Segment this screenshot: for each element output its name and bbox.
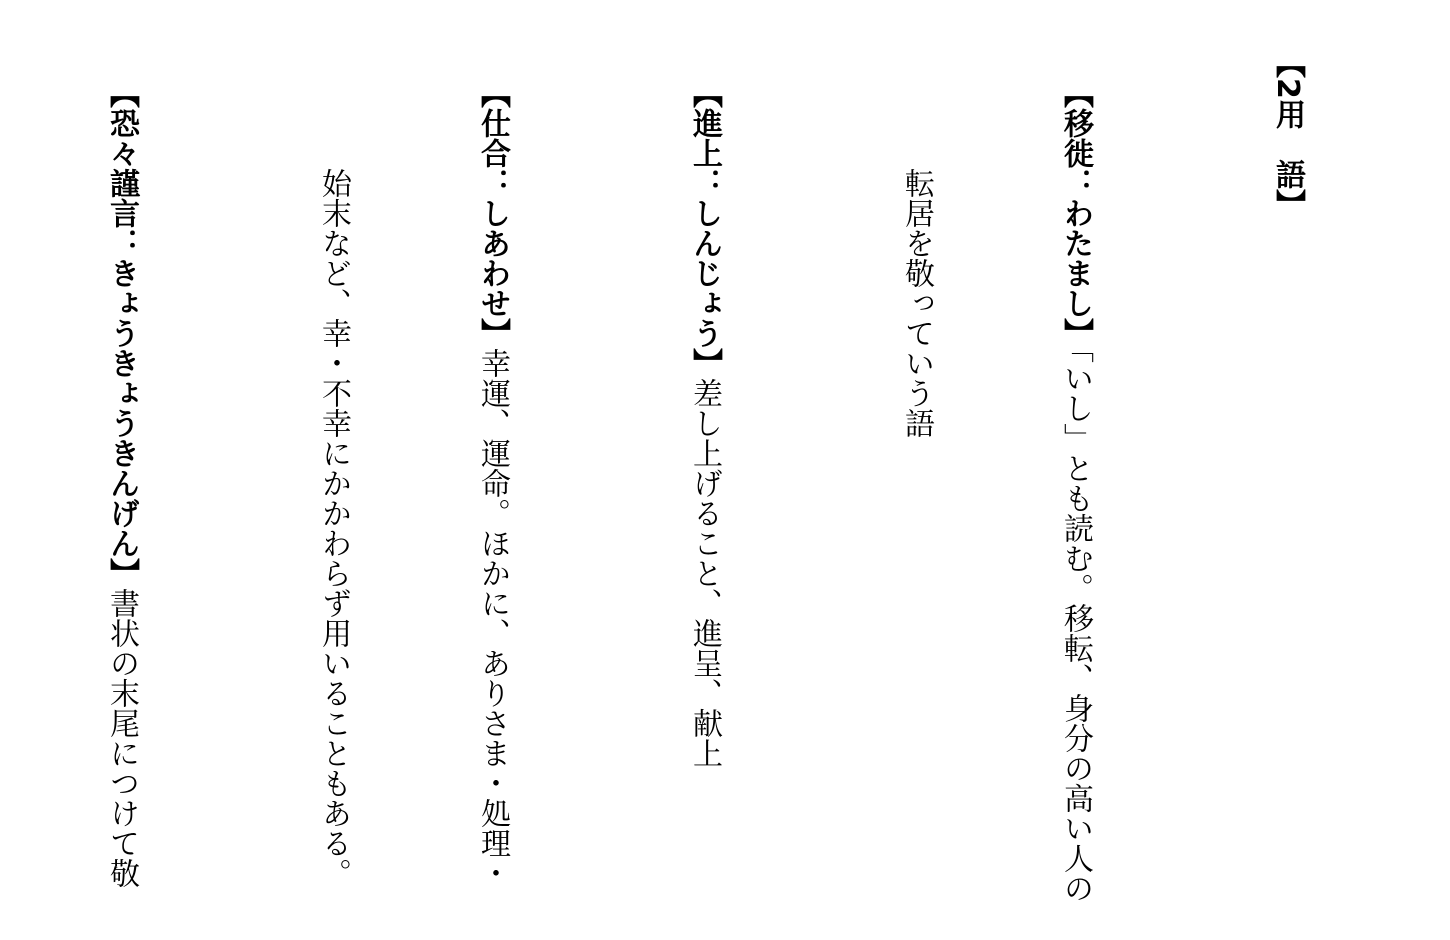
glossary-definition-continued: 始末など、幸・不幸にかかわらず用いることもある。 [316, 168, 351, 888]
glossary-term: 【移徙：わたまし】 [1058, 78, 1093, 348]
glossary-definition: 書状の末尾につけて敬 [104, 588, 139, 888]
glossary-term: 【恐々謹言：きょうきょうきんげん】 [104, 78, 139, 588]
glossary-term: 【進上：しんじょう】 [687, 78, 722, 378]
document-body [0, 48, 1420, 918]
glossary-entry-watamashi [1049, 78, 1102, 918]
glossary-entry-shiawase [466, 78, 519, 918]
glossary-heading: 【2用 語】 [1270, 48, 1305, 219]
glossary-definition-continued: 転居を敬っていう語 [899, 168, 934, 438]
glossary-definition: 「いし」とも読む。移転、身分の高い人の [1058, 348, 1093, 903]
glossary-definition: 差し上げること、進呈、献上 [687, 378, 722, 768]
glossary-entry-shinjou [678, 78, 731, 918]
glossary-term: 【仕合：しあわせ】 [475, 78, 510, 348]
glossary-entry-kyoukyoukingen [95, 78, 148, 918]
glossary-definition: 幸運、運命。ほかに、ありさま・処理・ [475, 348, 510, 888]
